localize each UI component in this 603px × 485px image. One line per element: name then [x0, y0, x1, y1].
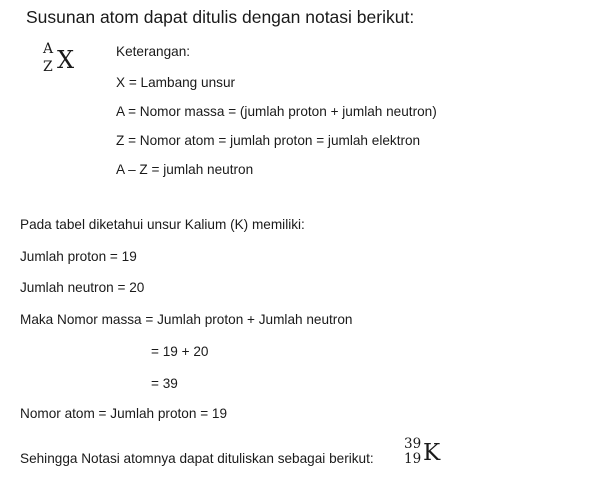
example-proton: Jumlah proton = 19 — [20, 249, 137, 264]
keterangan-item-neutron: A – Z = jumlah neutron — [116, 162, 254, 177]
mass-number-label: A — [43, 41, 54, 57]
example-conclusion: Sehingga Notasi atomnya dapat dituliskan sebagai berikut: — [20, 451, 374, 466]
example-mass-step1: = 19 + 20 — [151, 344, 209, 359]
atomic-number-value: 19 — [404, 451, 422, 467]
keterangan-item-symbol: X = Lambang unsur — [116, 75, 236, 90]
element-symbol: X — [57, 46, 75, 74]
generic-atom-notation — [40, 42, 80, 82]
element-symbol-k: K — [423, 440, 441, 466]
example-atomic-line: Nomor atom = Jumlah proton = 19 — [20, 406, 228, 421]
mass-number-value: 39 — [404, 436, 422, 452]
keterangan-item-atomic-number: Z = Nomor atom = jumlah proton = jumlah elektron — [116, 133, 421, 148]
atomic-number-label: Z — [43, 59, 53, 75]
example-mass-line: Maka Nomor massa = Jumlah proton + Jumlah neutron — [20, 312, 353, 327]
kalium-atom-notation — [404, 438, 454, 474]
page-title: Susunan atom dapat ditulis dengan notasi berikut: — [26, 7, 415, 27]
example-mass-step2: = 39 — [151, 376, 178, 391]
example-neutron: Jumlah neutron = 20 — [20, 280, 145, 295]
keterangan-heading: Keterangan: — [116, 44, 191, 59]
example-intro: Pada tabel diketahui unsur Kalium (K) memiliki: — [20, 217, 305, 232]
keterangan-item-mass-number: A = Nomor massa = (jumlah proton + jumlah neutron) — [116, 104, 437, 119]
